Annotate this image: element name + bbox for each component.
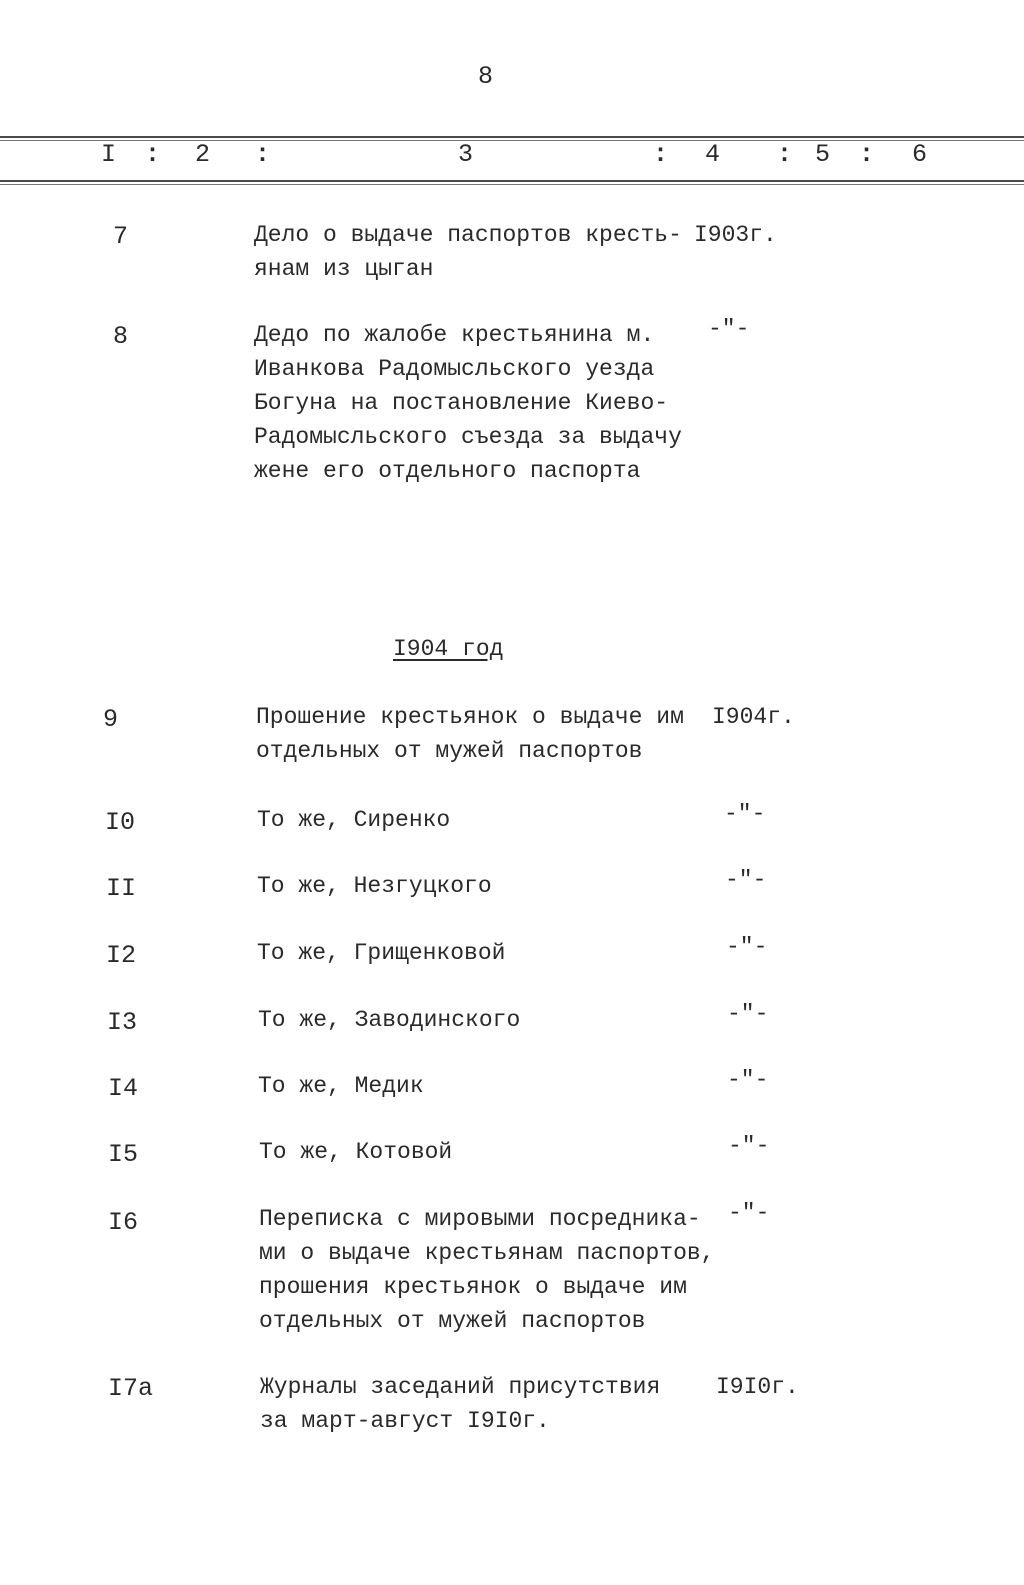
row-date: -"- (708, 316, 750, 342)
row-number: I4 (108, 1074, 139, 1103)
row-number: I3 (107, 1008, 138, 1037)
row-date: -"- (725, 867, 767, 893)
row-number: I5 (108, 1140, 139, 1169)
column-separator: : (777, 140, 793, 169)
section-heading-1904: I904 год (393, 636, 504, 662)
header-rule-bottom-secondary (0, 184, 1024, 185)
row-date: -"- (728, 1133, 770, 1159)
row-date: -"- (724, 801, 766, 827)
column-header-4: 4 (705, 140, 721, 169)
row-number: II (106, 874, 137, 903)
row-number: 7 (113, 222, 129, 251)
row-title: То же, Котовой (259, 1139, 453, 1165)
column-header-3: 3 (458, 140, 474, 169)
row-title: То же, Заводинского (258, 1007, 521, 1033)
column-header-1: I (101, 140, 117, 169)
row-title: Прошение крестьянок о выдаче им отдельных от мужей паспортов (256, 704, 684, 764)
column-header-2: 2 (195, 140, 211, 169)
row-number: I7а (108, 1374, 154, 1403)
column-separator: : (859, 140, 875, 169)
row-title: То же, Грищенковой (257, 940, 506, 966)
column-header-6: 6 (912, 140, 928, 169)
row-number: 8 (113, 322, 129, 351)
row-date: -"- (726, 934, 768, 960)
column-header-5: 5 (815, 140, 831, 169)
row-number: 9 (103, 705, 119, 734)
row-title: То же, Сиренко (257, 807, 451, 833)
column-separator: : (145, 140, 161, 169)
row-date: I903г. (694, 222, 777, 248)
row-date: -"- (727, 1067, 769, 1093)
header-rule-top (0, 136, 1024, 138)
column-separator: : (255, 140, 271, 169)
row-date: -"- (727, 1001, 769, 1027)
row-title: Дело о выдаче паспортов кресть- янам из цыган (254, 222, 682, 282)
row-number: I0 (105, 808, 136, 837)
row-date: I9I0г. (716, 1374, 799, 1400)
row-number: I2 (106, 941, 137, 970)
row-title: То же, Незгуцкого (257, 873, 492, 899)
row-number: I6 (108, 1208, 139, 1237)
row-title: Дедо по жалобе крестьянина м. Иванкова Радомысльского уезда Богуна на постановление Киево- Радомысльского съезда за выдачу жене его отдельного паспорта (254, 322, 682, 484)
header-rule-bottom (0, 180, 1024, 182)
row-title: Переписка с мировыми посредника- ми о выдаче крестьянам паспортов, прошения крестьянок о выдаче им отдельных от мужей паспортов (259, 1206, 715, 1334)
row-title: Журналы заседаний присутствия за март-август I9I0г. (260, 1374, 661, 1434)
row-date: -"- (728, 1200, 770, 1226)
row-title: То же, Медик (258, 1073, 424, 1099)
page-number: 8 (478, 62, 495, 91)
row-date: I904г. (712, 704, 795, 730)
column-separator: : (653, 140, 669, 169)
